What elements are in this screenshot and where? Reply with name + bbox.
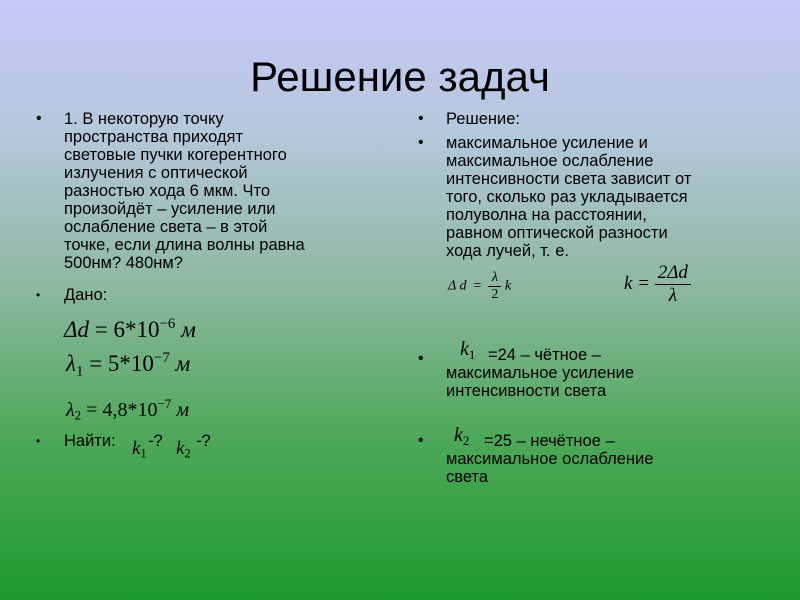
find-question-1: -? — [148, 432, 163, 450]
k2-symbol: $k_2$ — [176, 438, 191, 461]
solution-line: полуволна на расстоянии, — [446, 206, 647, 224]
equation-lambda-2: $\lambda_2 = 4,8*10^{-7}$ м — [66, 396, 190, 423]
problem-text — [64, 110, 384, 272]
k1-result-line: =24 – чётное – — [488, 346, 601, 364]
solution-line: максимальное ослабление — [446, 152, 654, 170]
bullet: • — [36, 434, 41, 448]
problem-line: 500нм? 480нм? — [64, 254, 183, 272]
formula-path-difference: Δ d = $\frac{\lambda}{2}$ k — [448, 270, 512, 302]
bullet: • — [418, 134, 424, 151]
slide-title: Решение задач — [250, 53, 550, 100]
given-label: Дано: — [64, 286, 108, 304]
bullet: • — [36, 110, 42, 127]
solution-text — [446, 134, 766, 260]
k1-result-line: интенсивности света — [446, 382, 607, 400]
k2-result-line: света — [446, 468, 489, 486]
problem-line: ослабление света – в этой — [64, 218, 268, 236]
bullet: • — [418, 350, 424, 367]
bullet: • — [36, 288, 41, 302]
find-label: Найти: — [64, 432, 116, 450]
k1-result-line: максимальное усиление — [446, 364, 635, 382]
solution-label: Решение: — [446, 110, 520, 128]
solution-line: равном оптической разности — [446, 224, 668, 242]
find-question-2: -? — [196, 432, 211, 450]
problem-line: произойдёт – усиление или — [64, 200, 276, 218]
k2-result-line: максимальное ослабление — [446, 450, 654, 468]
problem-line: излучения с оптической — [64, 164, 248, 182]
k2-result-line: =25 – нечётное – — [484, 432, 615, 450]
k1-symbol: $k_1$ — [132, 438, 147, 461]
k2-result — [446, 432, 653, 486]
bullet: • — [418, 432, 424, 449]
k2-result-symbol: $k_2$ — [454, 424, 470, 448]
equation-lambda-1: $\lambda_1 = 5*10^{-7}$ м — [66, 350, 191, 380]
bullet: • — [418, 110, 424, 127]
formula-k: k = $\frac{2\Delta d}{\lambda}$ — [624, 262, 691, 307]
solution-line: того, сколько раз укладывается — [446, 188, 688, 206]
solution-line: хода лучей, т. е. — [446, 242, 569, 260]
solution-line: интенсивности света зависит от — [446, 170, 692, 188]
problem-line: 1. В некоторую точку — [64, 110, 224, 128]
solution-line: максимальное усиление и — [446, 134, 648, 152]
k1-result-symbol: $k_1$ — [460, 338, 476, 362]
k1-result — [446, 346, 634, 400]
problem-line: точке, если длина волны равна — [64, 236, 305, 254]
problem-line: пространства приходят — [64, 128, 244, 146]
problem-line: световые пучки когерентного — [64, 146, 287, 164]
equation-delta-d: $\Delta d = 6*10^{-6}$ м — [64, 316, 196, 342]
problem-line: разностью хода 6 мкм. Что — [64, 182, 271, 200]
